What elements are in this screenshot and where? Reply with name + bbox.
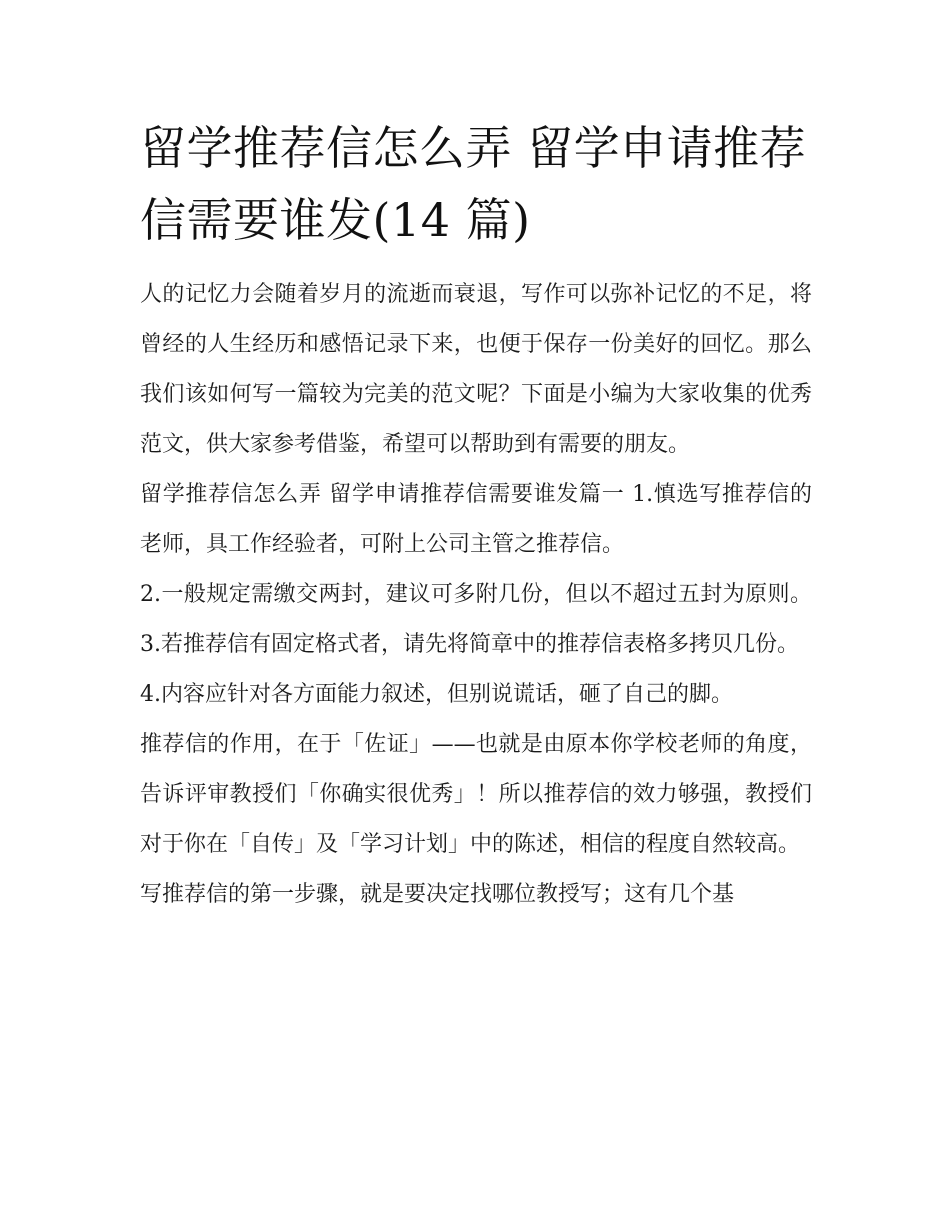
document-page [140, 112, 812, 920]
paragraph-item-4: 4.内容应针对各方面能力叙述，但别说谎话，砸了自己的脚。 [140, 682, 733, 707]
paragraph-purpose: 推荐信的作用，在于「佐证」——也就是由原本你学校老师的角度，告诉评审教授们「你确实很优秀」！所以推荐信的效力够强，教授们对于你在「自传」及「学习计划」中的陈述，相信的程度自然较高。 [140, 732, 812, 857]
paragraph-intro: 人的记忆力会随着岁月的流逝而衰退，写作可以弥补记忆的不足，将曾经的人生经历和感悟记录下来，也便于保存一份美好的回忆。那么我们该如何写一篇较为完美的范文呢？下面是小编为大家收集的优秀范文，供大家参考借鉴，希望可以帮助到有需要的朋友。 [140, 282, 812, 457]
document-body [140, 270, 812, 920]
paragraph-section-one: 留学推荐信怎么弄 留学申请推荐信需要谁发篇一 1.慎选写推荐信的老师，具工作经验者，可附上公司主管之推荐信。 [140, 482, 812, 557]
paragraph-item-2-3: 2.一般规定需缴交两封，建议可多附几份，但以不超过五封为原则。 3.若推荐信有固定格式者，请先将简章中的推荐信表格多拷贝几份。 [140, 582, 812, 657]
paragraph-first-step: 写推荐信的第一步骤，就是要决定找哪位教授写；这有几个基 [140, 882, 735, 907]
document-title: 留学推荐信怎么弄 留学申请推荐信需要谁发(14 篇) [140, 121, 807, 247]
